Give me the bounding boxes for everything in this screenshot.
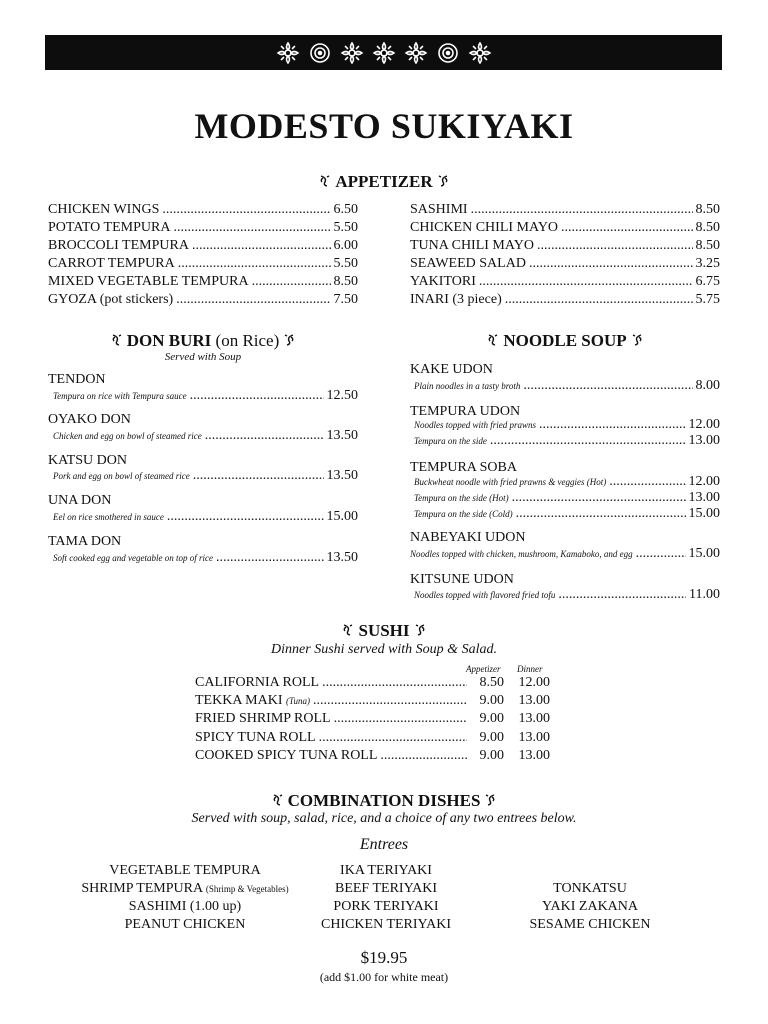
entree-item: IKA TERIYAKI [340,863,432,878]
combination-heading-label: COMBINATION DISHES [287,791,481,810]
sushi-item: SPICY TUNA ROLL ..... 9.00 13.00 [195,729,550,747]
floral-ornament-icon [468,41,492,65]
entree-item: BEEF TERIYAKI [334,881,438,896]
dish-name: UNA DON [48,493,112,508]
menu-item: SEAWEED SALAD ..... 3.25 [410,255,720,273]
dish-description-row: Chicken and egg on bowl of steamed rice ..... 13.50 [53,427,358,445]
sushi-item: CALIFORNIA ROLL ..... 8.50 12.00 [195,674,550,692]
rosette-ornament-icon [308,41,332,65]
entree-item: VEGETABLE TEMPURA [109,863,261,878]
sushi-item: TEKKA MAKI (Tuna) ..... 9.00 13.00 [195,692,550,710]
dish-description-row: Plain noodles in a tasty broth ..... 8.00 [414,377,720,395]
dish-description-row: Tempura on the side ..... 13.00 [414,433,720,449]
entrees-label: Entrees [359,836,409,853]
dish-description-row: Soft cooked egg and vegetable on top of rice ..... 13.50 [53,549,358,567]
floral-ornament-icon [340,41,364,65]
combination-price-note: (add $1.00 for white meat) [319,970,449,984]
donburi-heading-label: DON BURI [126,331,212,350]
floral-ornament-icon [404,41,428,65]
dish-name: TEMPURA UDON [410,404,521,419]
column-header-appetizer: Appetizer [466,664,501,674]
dish-description-row: Noodles topped with fried prawns ..... 12.00 [414,417,720,433]
flourish-left-icon [110,333,124,347]
menu-item: CHICKEN CHILI MAYO ..... 8.50 [410,219,720,237]
menu-item: YAKITORI ..... 6.75 [410,273,720,291]
flourish-left-icon [271,793,285,807]
menu-item: TUNA CHILI MAYO ..... 8.50 [410,237,720,255]
dish-name: TENDON [48,372,106,387]
dish-name: KITSUNE UDON [410,572,514,587]
dish-name: KATSU DON [48,453,127,468]
menu-item: INARI (3 piece) ..... 5.75 [410,291,720,309]
appetizer-heading [0,172,768,192]
flourish-left-icon [341,623,355,637]
entree-item: YAKI ZAKANA [541,899,639,914]
noodle-soup-heading [410,331,720,351]
combination-subtitle: Served with soup, salad, rice, and a choice of any two entrees below. [191,811,577,826]
sushi-item: COOKED SPICY TUNA ROLL ..... 9.00 13.00 [195,747,550,765]
dish-name: TEMPURA SOBA [410,460,517,475]
entree-item: TONKATSU [553,881,627,896]
menu-item: SASHIMI ..... 8.50 [410,201,720,219]
entrees-column-2 [300,862,472,934]
entrees-column-1 [40,862,330,934]
appetizer-heading-label: APPETIZER [335,172,433,191]
sushi-heading [0,621,768,641]
sushi-item: FRIED SHRIMP ROLL ..... 9.00 13.00 [195,710,550,728]
combination-heading [0,791,768,811]
ornamental-banner [45,35,722,70]
dish-description-row: Eel on rice smothered in sauce ..... 15.00 [53,508,358,526]
combination-price: $19.95 [360,948,408,967]
dish-description-row: Tempura on rice with Tempura sauce ..... 12.50 [53,387,358,405]
menu-item: CARROT TEMPURA ..... 5.50 [48,255,358,273]
flourish-right-icon [413,623,427,637]
menu-item: POTATO TEMPURA ..... 5.50 [48,219,358,237]
menu-item: MIXED VEGETABLE TEMPURA ..... 8.50 [48,273,358,291]
donburi-heading-suffix: (on Rice) [215,331,280,350]
floral-ornament-icon [276,41,300,65]
entree-item: SESAME CHICKEN [529,917,651,932]
sushi-subtitle: Dinner Sushi served with Soup & Salad. [271,642,497,657]
sushi-heading-label: SUSHI [358,621,410,640]
column-header-dinner: Dinner [517,664,543,674]
flourish-right-icon [436,174,450,188]
dish-description-row: Noodles topped with flavored fried tofu ..... 11.00 [414,586,720,604]
entree-item: SHRIMP TEMPURA (Shrimp & Vegetables) [81,881,289,896]
dish-name: NABEYAKI UDON [410,530,526,545]
dish-description-row: Pork and egg on bowl of steamed rice ..... 13.50 [53,467,358,485]
flourish-right-icon [483,793,497,807]
flourish-right-icon [630,333,644,347]
donburi-subtitle: Served with Soup [164,351,242,363]
entree-item: SASHIMI (1.00 up) [128,899,242,914]
donburi-heading [48,331,358,351]
entrees-column-3 [490,880,690,934]
entree-item: CHICKEN TERIYAKI [320,917,451,932]
entree-note: (Shrimp & Vegetables) [205,884,289,894]
dish-description-row: Tempura on the side (Hot) ..... 13.00 [414,490,720,506]
entree-item: PEANUT CHICKEN [124,917,246,932]
dish-description-row: Tempura on the side (Cold) ..... 15.00 [414,506,720,522]
rosette-ornament-icon [436,41,460,65]
floral-ornament-icon [372,41,396,65]
dish-name: KAKE UDON [410,362,493,377]
restaurant-title: MODESTO SUKIYAKI [194,106,574,146]
flourish-left-icon [318,174,332,188]
dish-name: TAMA DON [48,534,122,549]
dish-name: OYAKO DON [48,412,131,427]
menu-item: BROCCOLI TEMPURA ..... 6.00 [48,237,358,255]
noodle-soup-heading-label: NOODLE SOUP [503,331,627,350]
entree-item: PORK TERIYAKI [333,899,439,914]
flourish-left-icon [486,333,500,347]
flourish-right-icon [282,333,296,347]
menu-item: CHICKEN WINGS ..... 6.50 [48,201,358,219]
dish-description-row: Noodles topped with chicken, mushroom, Kamaboko, and egg ..... 15.00 [410,545,720,563]
menu-item: GYOZA (pot stickers) ..... 7.50 [48,291,358,309]
dish-description-row: Buckwheat noodle with fried prawns & veggies (Hot) ..... 12.00 [414,474,720,490]
